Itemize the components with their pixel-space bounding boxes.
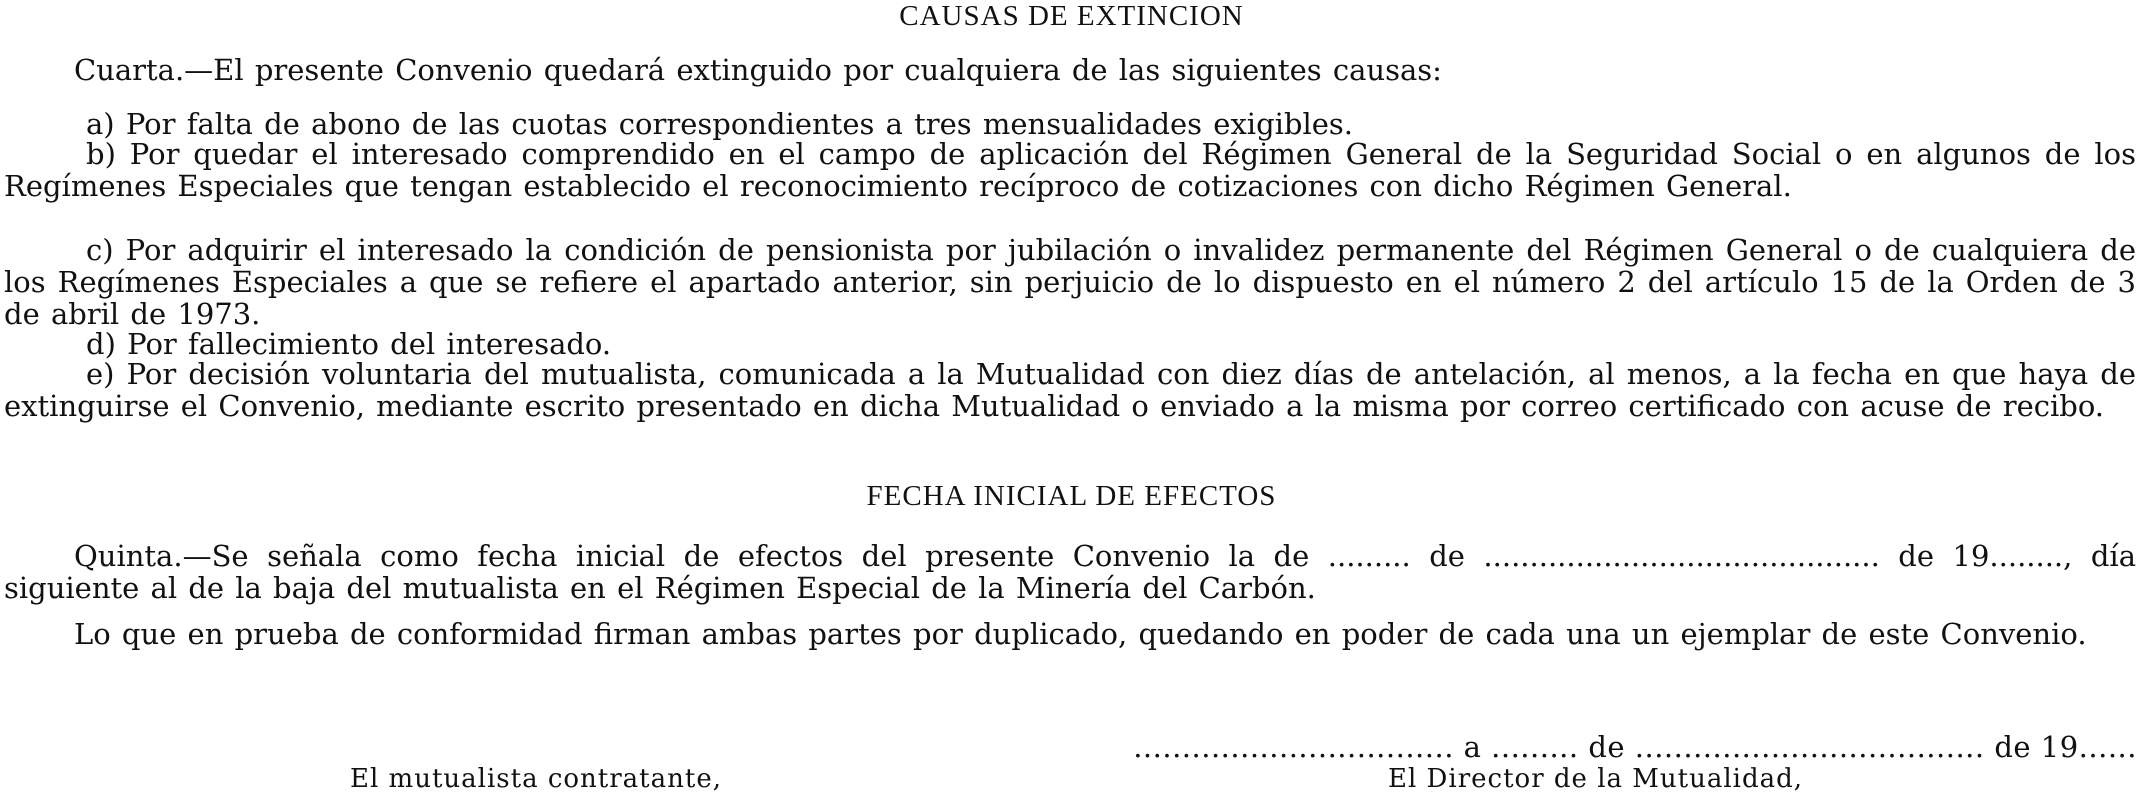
- list-item-text: Por adquirir el interesado la condición de pensionista por jubilación o invalidez permanente del Régimen General o de cualquiera de los Regímenes Especiales a que se refiere el apartado anterior, sin perjuicio de lo dispuesto en el número 2 del artículo 15 de la Orden de 3 de abril de 1973.: [4, 233, 2136, 331]
- list-marker: a): [86, 107, 115, 141]
- section-heading-causas: CAUSAS DE EXTINCION: [899, 0, 1244, 32]
- list-item-text: Por fallecimiento del interesado.: [127, 327, 612, 361]
- list-item-text: Por decisión voluntaria del mutualista, comunicada a la Mutualidad con diez días de antelación, al menos, a la fecha en que haya de extinguirse el Convenio, mediante escrito presentado en dicha Mutualidad o enviado a la misma por correo certificado con acuse de recibo.: [4, 357, 2137, 423]
- list-item-text: Por quedar el interesado comprendido en el campo de aplicación del Régimen General de la Seguridad Social o en algunos de los Regímenes Especiales que tengan establecido el reconocimiento recíproco de cotizaciones con dicho Régimen General.: [4, 137, 2136, 203]
- signature-mutualista: El mutualista contratante,: [350, 764, 722, 794]
- signature-director: El Director de la Mutualidad,: [1388, 764, 1804, 794]
- list-marker: b): [86, 137, 116, 171]
- list-marker: c): [86, 233, 114, 267]
- date-line: ................................. a ......... de .................................... de 19......: [1133, 730, 2137, 764]
- list-marker: e): [86, 357, 115, 391]
- list-item-e: [4, 358, 2136, 422]
- list-item-d: [4, 328, 2136, 360]
- paragraph-cuarta: Cuarta.—El presente Convenio quedará extinguido por cualquiera de las siguientes causas:: [74, 53, 1442, 87]
- list-item-c: [4, 234, 2136, 330]
- paragraph-closing: Lo que en prueba de conformidad firman ambas partes por duplicado, quedando en poder de cada una un ejemplar de este Convenio.: [74, 617, 2087, 651]
- list-marker: d): [86, 327, 116, 361]
- paragraph-quinta: Quinta.—Se señala como fecha inicial de efectos del presente Convenio la de ......... de ........................................... de 19........, día siguiente al de la baja del mutualista en el Régimen Especial de la Minería del Carbón.: [4, 539, 2136, 605]
- list-item-b: [4, 138, 2136, 202]
- section-heading-fecha: FECHA INICIAL DE EFECTOS: [866, 480, 1277, 512]
- list-item-text: Por falta de abono de las cuotas correspondientes a tres mensualidades exigibles.: [125, 107, 1354, 141]
- list-item-a: [4, 108, 2136, 140]
